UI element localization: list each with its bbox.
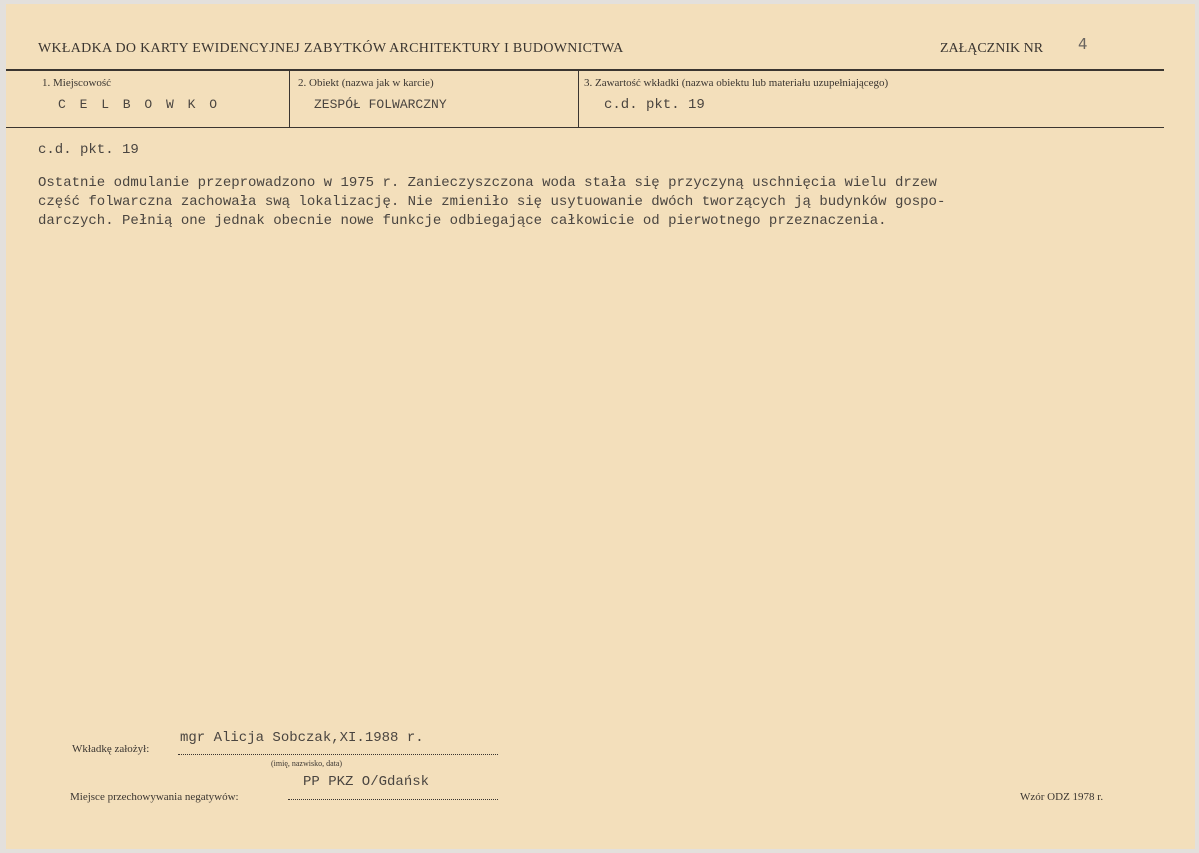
author-value: mgr Alicja Sobczak,XI.1988 r.	[180, 730, 424, 746]
object-label: 2. Obiekt (nazwa jak w karcie)	[298, 77, 434, 89]
author-sublabel: (imię, nazwisko, data)	[271, 759, 343, 768]
annex-number: 4	[1078, 35, 1088, 53]
object-value: ZESPÓŁ FOLWARCZNY	[314, 97, 447, 112]
form-model: Wzór ODZ 1978 r.	[1020, 791, 1104, 803]
locality-label: 1. Miejscowość	[42, 77, 112, 89]
annex-label: ZAŁĄCZNIK NR	[940, 41, 1044, 56]
document-title: WKŁADKA DO KARTY EWIDENCYJNEJ ZABYTKÓW ARCHITEKTURY I BUDOWNICTWA	[38, 41, 624, 56]
body-text	[38, 174, 1158, 231]
continuation-note: c.d. pkt. 19	[38, 142, 139, 158]
author-line	[178, 754, 498, 755]
field-divider	[289, 71, 290, 127]
storage-value: PP PKZ O/Gdańsk	[303, 774, 430, 790]
body-line: część folwarczna zachowała swą lokalizację. Nie zmieniło się usytuowanie dwóch tworzących ją budynków gospo-	[38, 194, 946, 210]
author-label: Wkładkę założył:	[72, 743, 150, 755]
field-divider	[578, 71, 579, 127]
content-label: 3. Zawartość wkładki (nazwa obiektu lub materiału uzupełniającego)	[584, 77, 889, 89]
header-rule	[6, 69, 1164, 71]
storage-label: Miejsce przechowywania negatywów:	[70, 791, 239, 803]
fields-rule	[6, 127, 1164, 128]
content-value: c.d. pkt. 19	[604, 97, 705, 113]
record-card	[6, 4, 1195, 849]
locality-value: C E L B O W K O	[58, 97, 221, 112]
body-line: darczych. Pełnią one jednak obecnie nowe funkcje odbiegające całkowicie od pierwotnego przeznaczenia.	[38, 213, 887, 229]
body-line: Ostatnie odmulanie przeprowadzono w 1975 r. Zanieczyszczona woda stała się przyczyną uschnięcia wielu drzew	[38, 175, 937, 191]
storage-line	[288, 799, 498, 800]
